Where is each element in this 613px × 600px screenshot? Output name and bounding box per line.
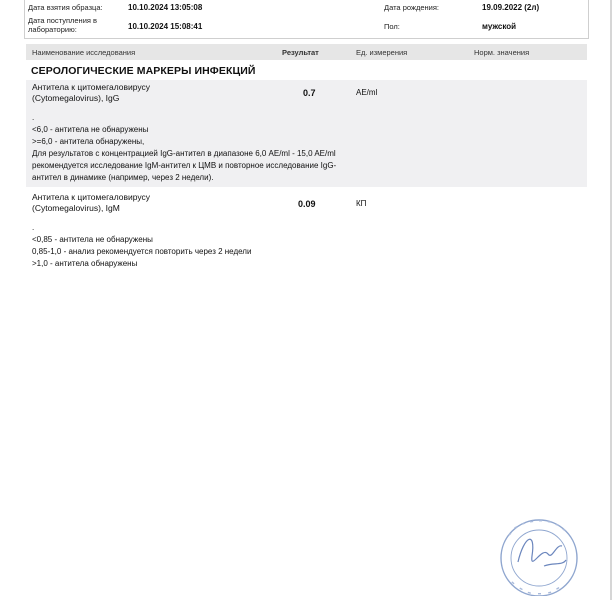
reference-note: <6,0 - антитела не обнаружены <box>32 125 149 134</box>
signature-stamp-icon <box>496 516 582 596</box>
sample-date-label: Дата взятия образца: <box>28 3 103 12</box>
lab-date-value: 10.10.2024 15:08:41 <box>128 22 203 31</box>
test-result: 0.09 <box>298 199 316 209</box>
sex-value: мужской <box>482 22 517 31</box>
lab-date-label: Дата поступления в лабораторию: <box>28 16 98 34</box>
birth-date-label: Дата рождения: <box>384 3 439 12</box>
sex-label: Пол: <box>384 22 400 31</box>
test-unit: КП <box>356 199 367 208</box>
col-name-header: Наименование исследования <box>32 48 136 57</box>
col-unit-header: Ед. измерения <box>356 48 408 57</box>
reference-note: . <box>32 223 35 232</box>
col-result-header: Результат <box>282 48 319 57</box>
table-row <box>26 190 587 276</box>
table-row <box>26 80 587 187</box>
test-unit: AE/ml <box>356 88 378 97</box>
sample-date-value: 10.10.2024 13:05:08 <box>128 3 203 12</box>
reference-note: >1,0 - антитела обнаружены <box>32 259 138 268</box>
reference-note: <0,85 - антитела не обнаружены <box>32 235 153 244</box>
table-header <box>26 44 587 60</box>
test-name: Антитела к цитомегаловирусу (Cytomegalovirus), IgG <box>32 82 151 103</box>
reference-note: 0,85-1,0 - анализ рекомендуется повторить через 2 недели <box>32 247 252 256</box>
test-name: Антитела к цитомегаловирусу (Cytomegalovirus), IgM <box>32 192 151 213</box>
reference-note: . <box>32 113 35 122</box>
test-result: 0.7 <box>303 88 316 98</box>
col-norm-header: Норм. значения <box>474 48 530 57</box>
section-title: СЕРОЛОГИЧЕСКИЕ МАРКЕРЫ ИНФЕКЦИЙ <box>31 65 256 77</box>
reference-note: >=6,0 - антитела обнаружены, <box>32 137 145 146</box>
reference-note: Для результатов с концентрацией IgG-антител в диапазоне 6,0 AE/ml - 15,0 AE/ml рекомендуется исследование IgM-антител к ЦМВ и повторное исследование IgG-антител в динамике (например, через 2 недели). <box>32 149 337 182</box>
birth-date-value: 19.09.2022 (2л) <box>482 3 540 12</box>
